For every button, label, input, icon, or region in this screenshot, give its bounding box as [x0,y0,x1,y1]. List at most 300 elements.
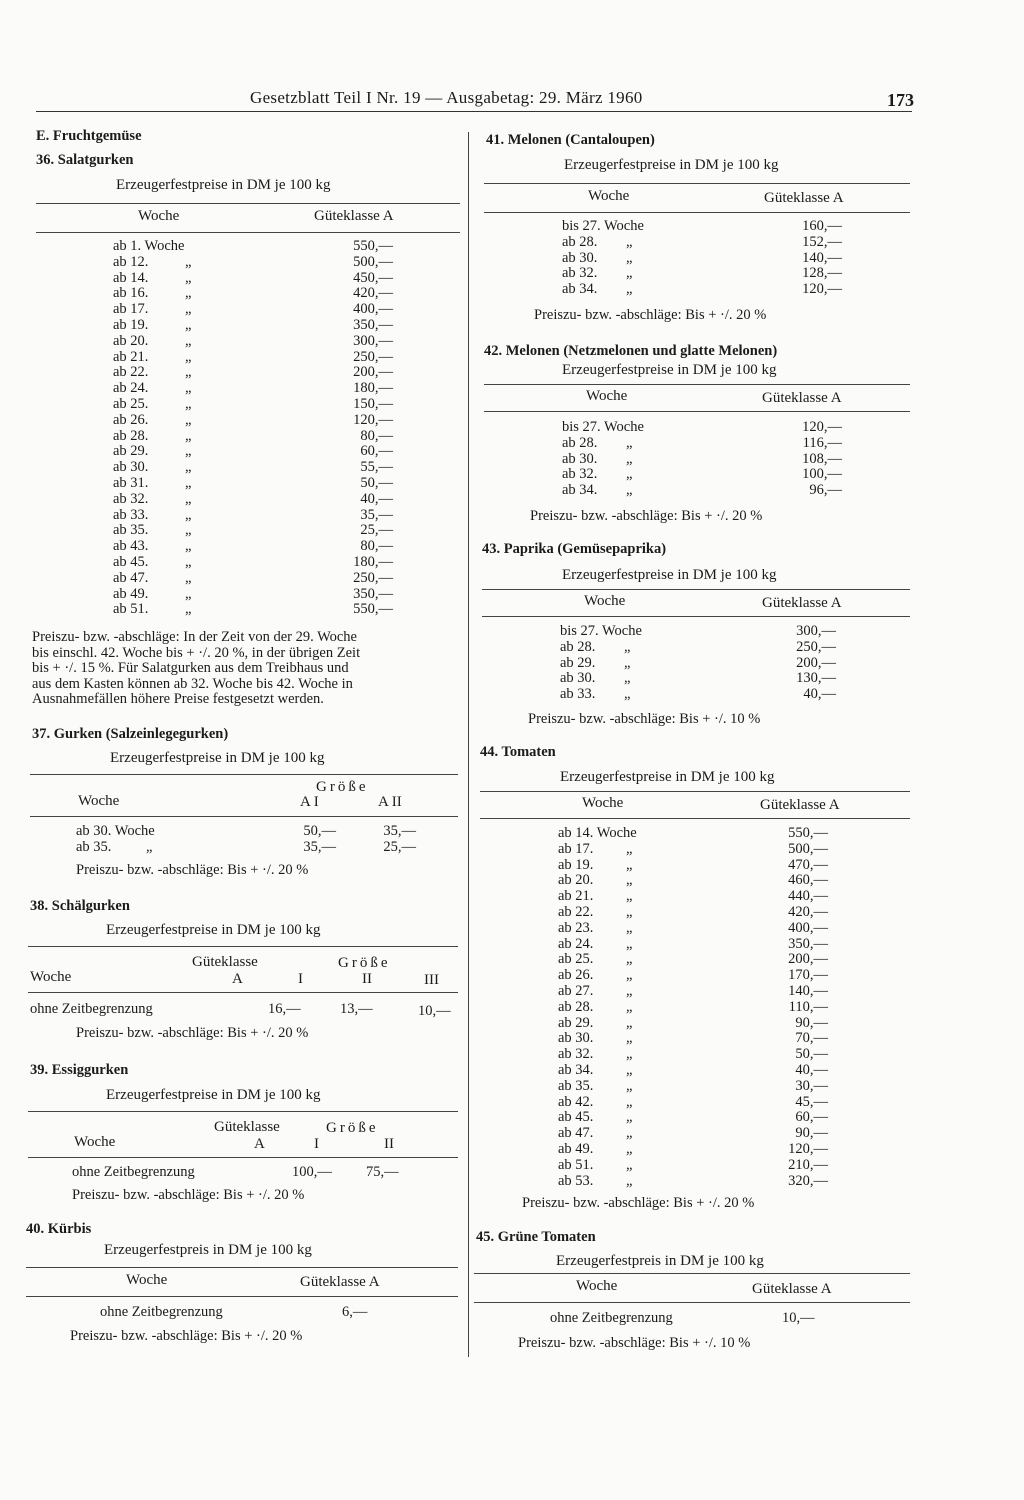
table-row [562,219,842,235]
section-43-header-week: Woche [584,593,626,609]
note-line: Preiszu- bzw. -abschläge: In der Zeit von der 29. Woche [32,629,357,645]
section-44-title: 44. Tomaten [480,744,556,760]
price-value: 90,— [795,1125,828,1142]
section-37-note: Preiszu- bzw. -abschläge: Bis + ·/. 20 % [76,862,309,878]
price-value: 420,— [788,903,828,920]
table-row [113,429,393,445]
table-row [558,1158,828,1174]
price-value: 400,— [353,301,393,318]
price-value: 460,— [788,872,828,889]
ditto-mark: „ [624,654,631,671]
price-aii: 35,— [383,823,416,839]
table-row [558,1174,828,1190]
price-value: 550,— [353,601,393,618]
section-37-caption: Erzeugerfestpreise in DM je 100 kg [110,750,325,766]
section-45-caption: Erzeugerfestpreis in DM je 100 kg [556,1253,764,1269]
section-45-header-week: Woche [576,1278,618,1294]
note-line: aus dem Kasten können ab 32. Woche bis 42. Woche in [32,675,353,692]
week-label: ab 45. [113,553,149,570]
price-value: 420,— [353,285,393,302]
section-43-rule-top [482,589,910,590]
section-36-caption: Erzeugerfestpreise in DM je 100 kg [116,177,331,193]
week-label: ab 32. [558,1046,594,1063]
section-39-header-size: Größe [326,1120,379,1136]
week-label: ab 17. [113,301,149,318]
week-label: ab 30. [562,450,598,467]
section-36-header-week: Woche [138,208,180,224]
price-value: 250,— [353,569,393,586]
section-38-header-iii: III [424,972,439,988]
section-44-note: Preiszu- bzw. -abschläge: Bis + ·/. 20 % [522,1195,755,1211]
table-row [562,282,842,298]
ditto-mark: „ [185,364,192,381]
table-row [558,1095,828,1111]
table-row [76,840,416,856]
section-36-rule-top [36,203,460,204]
week-label: ab 14. Woche [558,825,637,841]
section-39-caption: Erzeugerfestpreise in DM je 100 kg [106,1087,321,1103]
section-40-rule-top [26,1267,458,1268]
week-label: ab 32. [562,466,598,483]
table-row [558,1110,828,1126]
section-38-header-a: A [232,971,243,987]
note-line: Ausnahmefällen höhere Preise festgesetzt werden. [32,691,324,708]
price-value: 150,— [353,395,393,412]
week-label: ab 33. [113,506,149,523]
table-row [113,413,393,429]
section-42-rule-top [484,384,910,385]
week-label: ab 29. [113,443,149,460]
table-row [558,921,828,937]
section-36-title: 36. Salatgurken [36,152,134,168]
table-row [113,460,393,476]
price-value: 50,— [360,474,393,491]
ditto-mark: „ [626,450,633,467]
week-label: ab 17. [558,840,594,857]
ditto-mark: „ [626,233,633,250]
week-label: ab 43. [113,538,149,555]
section-40-row-week: ohne Zeitbegrenzung [100,1304,223,1320]
page-number: 173 [887,90,914,110]
week-label: ab 19. [558,856,594,873]
ditto-mark: „ [626,1172,633,1189]
section-41-rule-header [484,212,910,213]
section-44-caption: Erzeugerfestpreise in DM je 100 kg [560,769,775,785]
ditto-mark: „ [626,1061,633,1078]
week-label: ab 22. [558,903,594,920]
week-label: ab 42. [558,1093,594,1110]
section-39-value-a: 100,— [292,1164,332,1180]
section-39-value-i: 75,— [366,1164,399,1180]
ditto-mark: „ [626,919,633,936]
section-37-rule-top [30,774,458,775]
table-row [558,1016,828,1032]
section-37-header-week: Woche [78,793,120,809]
price-value: 450,— [353,269,393,286]
section-38-value-ii: 10,— [418,1003,451,1019]
ditto-mark: „ [185,443,192,460]
section-43-price-table [560,624,840,703]
price-value: 108,— [802,450,842,467]
section-45-value: 10,— [782,1310,815,1326]
week-label: ab 23. [558,919,594,936]
ditto-mark: „ [146,838,153,855]
price-value: 300,— [353,332,393,349]
price-value: 500,— [353,253,393,270]
ditto-mark: „ [626,840,633,857]
ditto-mark: „ [185,553,192,570]
ditto-mark: „ [185,522,192,539]
table-row [562,420,842,436]
section-42-note: Preiszu- bzw. -abschläge: Bis + ·/. 20 % [530,508,763,524]
price-value: 120,— [353,411,393,428]
section-41-price-table [562,219,842,298]
week-label: ab 51. [113,601,149,618]
section-38-header-ii: II [362,971,372,987]
table-row [558,1047,828,1063]
price-value: 300,— [796,623,836,639]
section-45-title: 45. Grüne Tomaten [476,1229,596,1245]
section-42-header-class: Güteklasse A [762,390,842,406]
price-value: 90,— [795,1014,828,1031]
table-row [558,1063,828,1079]
table-row [113,539,393,555]
ditto-mark: „ [185,585,192,602]
price-value: 128,— [802,265,842,282]
table-row [562,467,842,483]
price-value: 400,— [788,919,828,936]
ditto-mark: „ [626,434,633,451]
section-36-note [32,630,462,708]
table-row [558,1079,828,1095]
price-value: 170,— [788,967,828,984]
table-row [113,239,393,255]
section-38-header-week: Woche [30,969,72,985]
week-label: ab 49. [558,1140,594,1157]
table-row [113,492,393,508]
ditto-mark: „ [626,1077,633,1094]
section-40-note: Preiszu- bzw. -abschläge: Bis + ·/. 20 % [70,1328,303,1344]
section-36-rule-header [36,232,460,233]
section-39-header-ii: II [384,1136,394,1152]
price-value: 50,— [795,1046,828,1063]
week-label: ab 35. [113,522,149,539]
price-value: 140,— [802,249,842,266]
table-row [558,889,828,905]
week-label: ab 53. [558,1172,594,1189]
price-value: 350,— [353,585,393,602]
table-row [558,1031,828,1047]
section-38-row-week: ohne Zeitbegrenzung [30,1001,153,1017]
section-39-header-week: Woche [74,1134,116,1150]
table-row [558,1000,828,1016]
section-45-row-week: ohne Zeitbegrenzung [550,1310,673,1326]
ditto-mark: „ [626,888,633,905]
week-label: ab 32. [113,490,149,507]
ditto-mark: „ [185,538,192,555]
section-44-rule-top [480,791,910,792]
ditto-mark: „ [185,301,192,318]
price-value: 550,— [788,825,828,841]
section-40-header-week: Woche [126,1272,168,1288]
table-row [113,444,393,460]
week-label: ab 26. [113,411,149,428]
week-label: ab 30. Woche [76,823,155,839]
section-37-header-size: Größe [316,779,369,795]
table-row [113,286,393,302]
section-40-title: 40. Kürbis [26,1221,92,1237]
ditto-mark: „ [185,253,192,270]
gazette-title: Gesetzblatt Teil I Nr. 19 — Ausgabetag: 29. März 1960 [250,88,643,107]
section-41-caption: Erzeugerfestpreise in DM je 100 kg [564,157,779,173]
week-label: ab 31. [113,474,149,491]
week-label: ab 32. [562,265,598,282]
table-row [113,350,393,366]
price-value: 120,— [802,281,842,298]
week-label: ab 25. [558,951,594,968]
ditto-mark: „ [626,935,633,952]
week-label: ab 34. [562,281,598,298]
price-value: 80,— [360,538,393,555]
section-45-header-class: Güteklasse A [752,1281,832,1297]
price-value: 55,— [360,459,393,476]
section-40-rule-header [26,1296,458,1297]
ditto-mark: „ [185,380,192,397]
price-value: 550,— [353,238,393,254]
price-value: 100,— [802,466,842,483]
section-45-note: Preiszu- bzw. -abschläge: Bis + ·/. 10 % [518,1335,751,1351]
table-row [560,624,840,640]
table-row [113,508,393,524]
section-43-header-class: Güteklasse A [762,595,842,611]
price-value: 250,— [353,348,393,365]
section-40-header-class: Güteklasse A [300,1274,380,1290]
table-row [558,952,828,968]
section-38-note: Preiszu- bzw. -abschläge: Bis + ·/. 20 % [76,1025,309,1041]
running-header [36,88,912,110]
week-label: ab 26. [558,967,594,984]
week-label: ab 29. [558,1014,594,1031]
section-44-header-class: Güteklasse A [760,797,840,813]
section-39-title: 39. Essiggurken [30,1062,129,1078]
section-42-title: 42. Melonen (Netzmelonen und glatte Melonen) [484,343,778,359]
table-row [113,381,393,397]
table-row [558,984,828,1000]
ditto-mark: „ [626,1093,633,1110]
week-label: ab 20. [113,332,149,349]
price-value: 350,— [353,316,393,333]
table-row [113,397,393,413]
price-ai: 35,— [303,838,336,855]
section-43-title: 43. Paprika (Gemüsepaprika) [482,541,667,557]
week-label: ab 29. [560,654,596,671]
section-39-header-a: A [254,1136,265,1152]
week-label: ab 28. [113,427,149,444]
section-37-header-ai: A I [300,794,319,810]
ditto-mark: „ [626,265,633,282]
section-39-rule-header [28,1157,458,1158]
table-row [560,640,840,656]
section-43-note: Preiszu- bzw. -abschläge: Bis + ·/. 10 % [528,711,761,727]
week-label: ab 35. [558,1077,594,1094]
price-value: 200,— [788,951,828,968]
week-label: bis 27. Woche [562,419,644,435]
ditto-mark: „ [185,601,192,618]
ditto-mark: „ [185,427,192,444]
ditto-mark: „ [626,1140,633,1157]
section-38-header-class: Güteklasse [192,954,258,970]
price-value: 60,— [795,1109,828,1126]
price-aii: 25,— [383,838,416,855]
note-line: bis + ·/. 15 %. Für Salatgurken aus dem Treibhaus und [32,660,349,677]
week-label: ab 22. [113,364,149,381]
week-label: ab 49. [113,585,149,602]
price-value: 35,— [360,506,393,523]
section-45-rule-header [474,1302,910,1303]
table-row [558,826,828,842]
table-row [113,571,393,587]
table-row [558,1126,828,1142]
table-row [113,476,393,492]
ditto-mark: „ [624,638,631,655]
week-label: ab 21. [113,348,149,365]
section-38-header-i: I [298,971,303,987]
section-38-value-a: 16,— [268,1001,301,1017]
price-value: 200,— [353,364,393,381]
week-label: bis 27. Woche [562,218,644,234]
table-row [113,365,393,381]
table-row [113,602,393,618]
section-44-header-week: Woche [582,795,624,811]
week-label: ab 34. [562,482,598,499]
section-37-rule-header [30,816,458,817]
price-value: 180,— [353,553,393,570]
table-row [558,1142,828,1158]
ditto-mark: „ [626,872,633,889]
ditto-mark: „ [185,506,192,523]
ditto-mark: „ [626,1125,633,1142]
ditto-mark: „ [185,269,192,286]
price-value: 200,— [796,654,836,671]
table-row [560,687,840,703]
section-38-header-size: Größe [338,955,391,971]
table-row [113,302,393,318]
price-value: 250,— [796,638,836,655]
week-label: ab 28. [560,638,596,655]
price-value: 60,— [360,443,393,460]
week-label: ab 24. [113,380,149,397]
ditto-mark: „ [626,1109,633,1126]
price-value: 210,— [788,1156,828,1173]
price-value: 45,— [795,1093,828,1110]
section-39-header-class: Güteklasse [214,1119,280,1135]
section-39-row-week: ohne Zeitbegrenzung [72,1164,195,1180]
price-ai: 50,— [303,823,336,839]
week-label: ab 51. [558,1156,594,1173]
table-row [558,937,828,953]
table-row [558,858,828,874]
ditto-mark: „ [185,395,192,412]
section-40-value: 6,— [342,1304,368,1320]
ditto-mark: „ [624,686,631,703]
table-row [562,251,842,267]
week-label: ab 47. [113,569,149,586]
table-row [113,255,393,271]
section-37-title: 37. Gurken (Salzeinlegegurken) [32,726,229,742]
week-label: ab 30. [558,1030,594,1047]
price-value: 350,— [788,935,828,952]
section-43-caption: Erzeugerfestpreise in DM je 100 kg [562,567,777,583]
price-value: 180,— [353,380,393,397]
price-value: 120,— [802,419,842,435]
ditto-mark: „ [185,490,192,507]
section-38-caption: Erzeugerfestpreise in DM je 100 kg [106,922,321,938]
subject-heading: E. Fruchtgemüse [36,128,142,144]
table-row [113,523,393,539]
table-row [113,334,393,350]
price-value: 320,— [788,1172,828,1189]
ditto-mark: „ [626,951,633,968]
week-label: ab 24. [558,935,594,952]
ditto-mark: „ [626,998,633,1015]
table-row [560,656,840,672]
section-41-rule-top [484,183,910,184]
ditto-mark: „ [626,482,633,499]
table-row [76,824,416,840]
ditto-mark: „ [626,1046,633,1063]
week-label: ab 27. [558,982,594,999]
price-value: 140,— [788,982,828,999]
column-divider [468,132,469,1357]
ditto-mark: „ [185,411,192,428]
week-label: ab 33. [560,686,596,703]
week-label: ab 16. [113,285,149,302]
section-37-header-aii: A II [378,794,402,810]
table-row [558,905,828,921]
ditto-mark: „ [626,249,633,266]
ditto-mark: „ [626,967,633,984]
table-row [113,587,393,603]
week-label: ab 21. [558,888,594,905]
section-41-title: 41. Melonen (Cantaloupen) [486,132,655,148]
ditto-mark: „ [185,316,192,333]
section-39-header-i: I [314,1136,319,1152]
table-row [113,555,393,571]
ditto-mark: „ [626,466,633,483]
week-label: ab 12. [113,253,149,270]
section-45-rule-top [474,1273,910,1274]
table-row [558,873,828,889]
section-38-rule-top [28,946,458,947]
price-value: 160,— [802,218,842,234]
ditto-mark: „ [626,1156,633,1173]
section-42-header-week: Woche [586,388,628,404]
section-39-rule-top [28,1111,458,1112]
week-label: ab 34. [558,1061,594,1078]
ditto-mark: „ [185,348,192,365]
table-row [562,266,842,282]
section-42-price-table [562,420,842,499]
table-row [560,671,840,687]
note-line: bis einschl. 42. Woche bis + ·/. 20 %, in der übrigen Zeit [32,644,361,661]
price-value: 120,— [788,1140,828,1157]
week-label: ab 28. [562,434,598,451]
section-42-caption: Erzeugerfestpreise in DM je 100 kg [562,362,777,378]
ditto-mark: „ [185,285,192,302]
week-label: ab 25. [113,395,149,412]
week-label: ab 1. Woche [113,238,185,254]
table-row [562,483,842,499]
